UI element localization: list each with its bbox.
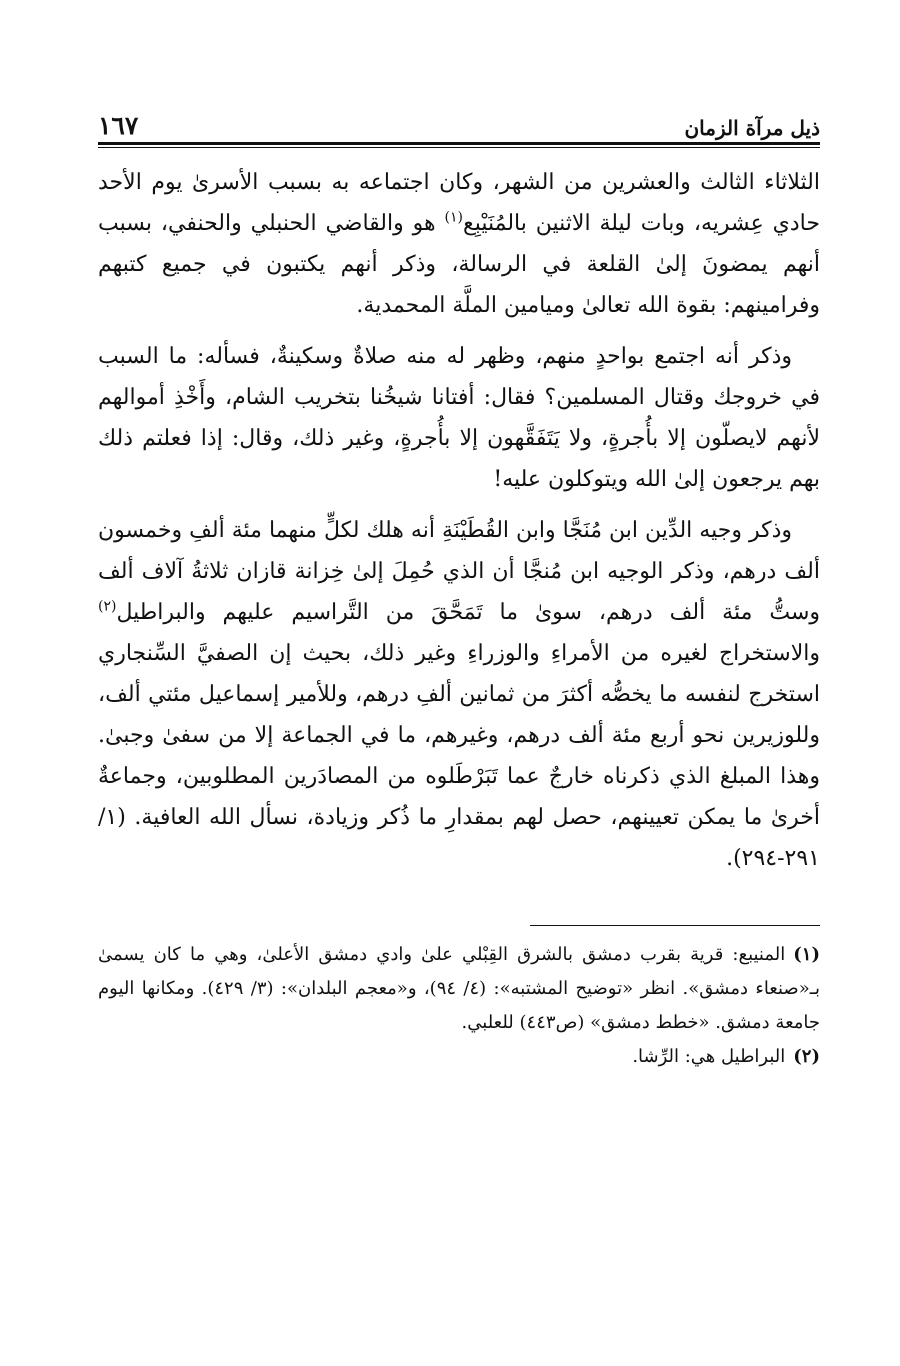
footnotes-separator bbox=[530, 925, 820, 926]
footnote bbox=[98, 1040, 820, 1074]
footnote-marker: (١) bbox=[444, 209, 463, 226]
footnote-text: البراطيل هي: الرِّشا. bbox=[632, 1046, 786, 1067]
running-title: ذيل مرآة الزمان bbox=[684, 116, 820, 140]
paragraph: الثلاثاء الثالث والعشرين من الشهر، وكان اجتماعه به بسبب الأسرىٰ يوم الأحد حادي عِشريه، وبات ليلة الاثنين بالمُنَيْبِع$^{(١)}$ هو والقاضي الحنبلي والحنفي، بسبب أنهم يمضونَ إلىٰ القلعة في الرسالة، وذكر أنهم يكتبون في جميع كتبهم وفرامينهم: بقوة الله تعالىٰ وميامين الملَّة المحمدية. bbox=[98, 170, 820, 318]
footnotes bbox=[98, 938, 820, 1074]
footnote bbox=[98, 938, 820, 1040]
footnote-number: (٢) bbox=[793, 1046, 820, 1067]
paragraph: وذكر وجيه الدِّين ابن مُنَجَّا وابن القُطَيْنَةِ أنه هلك لكلٍّ منهما مئة ألفِ وخمسون ألف درهم، وذكر الوجيه ابن مُنجَّا أن الذي حُمِلَ إلىٰ خِزانة قازان ثلاثةُ آلاف ألف وستُّ مئة ألف درهم، سوىٰ ما تَمَحَّقَ من التَّراسيم عليهم والبراطيل$^{(٢)}$ والاستخراج لغيره من الأمراءِ والوزراءِ وغير ذلك، بحيث إن الصفيَّ السِّنجاري استخرج لنفسه ما يخصُّه أكثرَ من ثمانين ألفِ درهم، وللأمير إسماعيل مئتي ألف، وللوزيرين نحو أربع مئة ألف درهم، وغيرهم، ما في الجماعة إلا من سفىٰ وجبىٰ. وهذا المبلغ الذي ذكرناه خارجٌ عما تَبَرْطَلوه من المصادَرين المطلوبين، وجماعةٌ أخرىٰ ما يمكن تعيينهم، حصل لهم بمقدارِ ما ذُكر وزيادة، نسأل الله العافية. (١/ ٢٩١-٢٩٤). bbox=[98, 518, 820, 871]
header-rule bbox=[98, 142, 820, 145]
page-header bbox=[98, 98, 820, 140]
footnote-number: (١) bbox=[793, 944, 820, 965]
footnote-text: المنيبع: قرية بقرب دمشق بالشرق القِبْلي علىٰ وادي دمشق الأعلىٰ، وهي ما كان يسمىٰ بـ«صنعاء دمشق». انظر «توضيح المشتبه»: (٤/ ٩٤)، و«معجم البلدان»: (٣/ ٤٢٩). ومكانها اليوم جامعة دمشق. «خطط دمشق» (ص٤٤٣) للعلبي. bbox=[98, 944, 820, 1033]
book-page bbox=[98, 98, 820, 1074]
main-text bbox=[98, 162, 820, 879]
header-rule-thin bbox=[98, 147, 820, 148]
paragraph: وذكر أنه اجتمع بواحدٍ منهم، وظهر له منه صلاةٌ وسكينةٌ، فسأله: ما السبب في خروجك وقتال المسلمين؟ فقال: أفتانا شيخُنا بتخريب الشام، وأَخْذِ أموالهم لأنهم لايصلّون إلا بأُجرةٍ، ولا يَتَفَقَّهون إلا بأُجرةٍ، وغير ذلك، وقال: إذا فعلتم ذلك بهم يرجعون إلىٰ الله ويتوكلون عليه! bbox=[98, 344, 820, 492]
footnote-marker: (٢) bbox=[98, 598, 117, 615]
page-number: ١٦٧ bbox=[98, 111, 139, 140]
